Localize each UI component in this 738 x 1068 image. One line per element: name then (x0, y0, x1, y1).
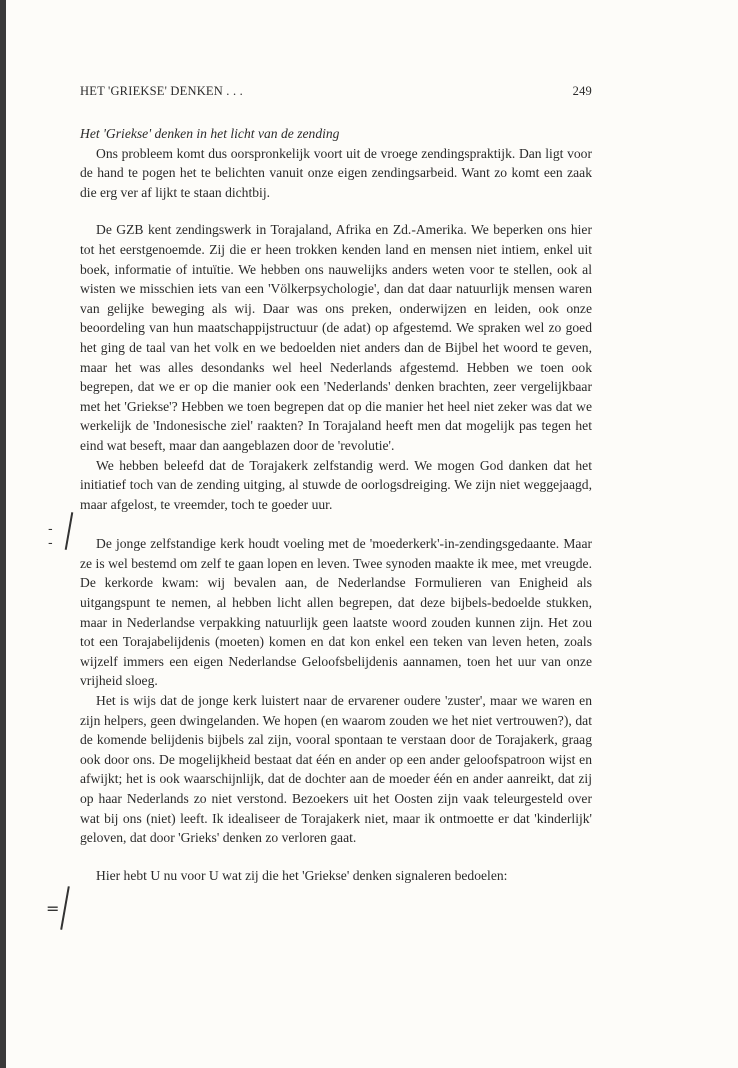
paragraph-5: Het is wijs dat de jonge kerk luistert naar de ervarener oudere 'zuster', maar we waren en zijn helpers, geen dwingelanden. We hopen (en waarom zouden we het niet vertrouwen?), dat de komende belijdenis bijbels zal zijn, vooral spontaan te verstaan door de Torajakerk, graag ook door ons. De mogelijkheid bestaat dat één en ander op een ander geloofspatroon wijst en afwijkt; het is ook waarschijnlijk, dat de dochter aan de moeder één en ander aanreikt, dat zij op haar Nederlands zo niet verstond. Bezoekers uit het Oosten zijn vaak teleurgesteld over wat bij ons (niet) leeft. Ik idealiseer de Torajakerk niet, maar ik ontmoette er dat 'kinderlijk' geloven, dat door 'Grieks' denken zo verloren gaat. (80, 693, 592, 846)
paragraph-1: Ons probleem komt dus oorspronkelijk voort uit de vroege zendingspraktijk. Dan ligt voor de hand te pogen het te belichten vanuit onze eigen zendingsarbeid. Want zo komt een zaak die erg ver af lijkt te staan dichtbij. (80, 145, 592, 200)
section-title: Het 'Griekse' denken in het licht van de zending (80, 126, 340, 141)
page-number: 249 (572, 84, 592, 98)
margin-dash-mark: - (48, 536, 53, 551)
margin-bar-mark (65, 512, 73, 550)
body-text (80, 124, 592, 885)
margin-bar-mark (60, 886, 69, 930)
paragraph-2: De GZB kent zendingswerk in Torajaland, Afrika en Zd.-Amerika. We beperken ons hier tot het eerstgenoemde. Zij die er heen trokken kenden land en mensen niet intiem, enkel uit boek, informatie of intuïtie. We hebben ons nauwelijks anders weten voor te stellen, ook al wisten we misschien iets van een 'Völkerpsychologie', dan dat daar natuurlijk mensen waren van gelijke beweging als wij. Daar was ons preken, onderwijzen en leiden, ook onze beoordeling van hun maatschappijstructuur (de adat) op afgestemd. We spraken wel zo goed het ging de taal van het volk en we bedoelden niet anders dan de Bijbel het woord te geven, maar het was alles desondanks wel heel Nederlands afgestemd. Hebben we toen ook begrepen, dat we er op die manier ook een 'Nederlands' denken brachten, zeer vergelijkbaar met het 'Griekse'? Hebben we toen begrepen dat op die manier het heel niet zeker was dat we werkelijk de 'Indonesische ziel' raakten? In Torajaland heeft men dat mogelijk pas tegen het eind wat beseft, maar dan aangeblazen door de 'revolutie'. (80, 222, 592, 453)
running-title: HET 'GRIEKSE' DENKEN . . . (80, 84, 243, 98)
margin-dash-mark: - (48, 522, 53, 537)
margin-double-dash-mark: = (46, 899, 60, 918)
paragraph-3: We hebben beleefd dat de Torajakerk zelfstandig werd. We mogen God danken dat het initiatief toch van de zending uitging, al stuwde de oorlogsdreiging. We zijn niet weggejaagd, maar afgelost, te vreemder, toch te goeder uur. (80, 457, 592, 512)
paragraph-6: Hier hebt U nu voor U wat zij die het 'Griekse' denken signaleren bedoelen: (96, 867, 508, 883)
paragraph-4: De jonge zelfstandige kerk houdt voeling met de 'moederkerk'-in-zendingsgedaante. Maar ze is wel bestemd om zelf te gaan lopen en leven. Twee synoden maakte ik mee, met vreugde. De kerkorde kwam: wij bevalen aan, de Nederlandse Formulieren van Enigheid als uitgangspunt te nemen, al hebben licht allen begrepen, dat deze bijbels-bedoelde stukken, maar in Nederlandse verpakking natuurlijk geen laatste woord zouden kunnen zijn. Het zou tot een Torajabelijdenis (moeten) komen en dat kon enkel een teken van leven heten, zoals wijzelf immers een eigen Nederlandse Geloofsbelijdenis aannamen, toen het uur van onze vrijheid sloeg. (80, 536, 592, 689)
